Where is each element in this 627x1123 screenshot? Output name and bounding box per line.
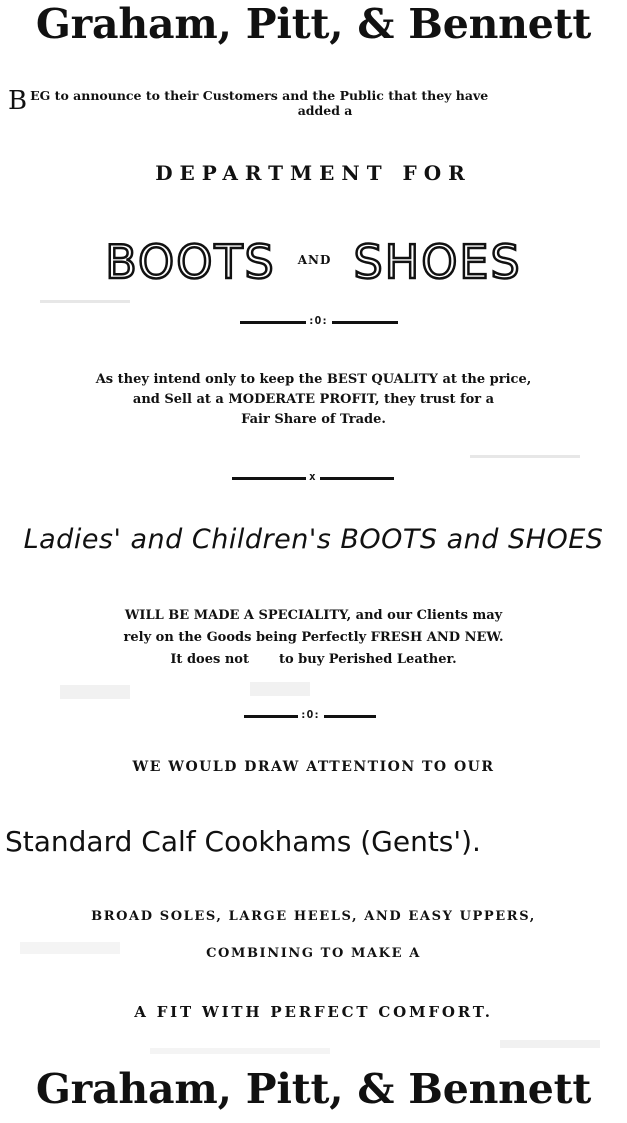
draw-attention-line: WE WOULD DRAW ATTENTION TO OUR bbox=[132, 759, 495, 775]
quality-line-2: and Sell at a MODERATE PROFIT, they trust for a bbox=[132, 392, 495, 407]
ornamental-divider-2 bbox=[232, 472, 394, 484]
speciality-paragraph bbox=[0, 605, 627, 671]
quality-paragraph bbox=[0, 370, 627, 430]
speciality-line-3-a: It does not bbox=[170, 652, 249, 667]
standard-calf-heading: Standard Calf Cookhams (Gents'). bbox=[5, 825, 481, 858]
intro-paragraph bbox=[8, 88, 620, 118]
firm-name-top: Graham, Pitt, & Bennett bbox=[35, 0, 592, 48]
speciality-line-3 bbox=[0, 649, 627, 671]
ornamental-divider-1 bbox=[230, 316, 400, 328]
divider-line-left bbox=[232, 477, 306, 480]
quality-line-1: As they intend only to keep the BEST QUALITY at the price, bbox=[95, 372, 532, 387]
speciality-line-3-b: to buy Perished Leather. bbox=[278, 652, 457, 667]
boots-word: BOOTS bbox=[105, 235, 276, 289]
scan-noise bbox=[40, 300, 130, 303]
intro-tail: added a bbox=[297, 103, 353, 118]
and-small: AND bbox=[297, 253, 332, 267]
combining-line: COMBINING TO MAKE A bbox=[206, 946, 421, 961]
scan-noise bbox=[150, 1048, 330, 1054]
divider-line-right bbox=[324, 715, 376, 718]
shoes-word: SHOES bbox=[353, 235, 522, 289]
divider-line-right bbox=[332, 321, 398, 324]
intro-text: EG to announce to their Customers and the Public that they have bbox=[30, 88, 489, 103]
speciality-line-2: rely on the Goods being Perfectly FRESH AND NEW. bbox=[123, 630, 504, 645]
divider-line-left bbox=[244, 715, 298, 718]
scan-noise bbox=[500, 1040, 600, 1048]
divider-mark: x bbox=[309, 470, 316, 483]
speciality-line-1: WILL BE MADE A SPECIALITY, and our Clients may bbox=[124, 608, 503, 623]
scan-noise bbox=[60, 685, 130, 699]
ornamental-divider-3 bbox=[244, 710, 376, 722]
scan-noise bbox=[250, 682, 310, 696]
scan-noise bbox=[470, 455, 580, 458]
quality-line-3: Fair Share of Trade. bbox=[241, 412, 386, 427]
ladies-childrens-heading: Ladies' and Children's BOOTS and SHOES bbox=[23, 524, 604, 555]
department-heading: DEPARTMENT FOR bbox=[155, 161, 472, 185]
intro-dropcap: B bbox=[8, 86, 28, 116]
perfect-comfort-line: A FIT WITH PERFECT COMFORT. bbox=[134, 1003, 493, 1021]
boots-and-shoes-heading bbox=[0, 230, 627, 292]
divider-line-right bbox=[320, 477, 394, 480]
divider-line-left bbox=[240, 321, 306, 324]
firm-name-bottom: Graham, Pitt, & Bennett bbox=[35, 1065, 592, 1113]
broad-soles-line: BROAD SOLES, LARGE HEELS, AND EASY UPPERS, bbox=[91, 909, 536, 924]
divider-mark: :O: bbox=[300, 708, 320, 721]
divider-mark: :O: bbox=[308, 314, 328, 327]
